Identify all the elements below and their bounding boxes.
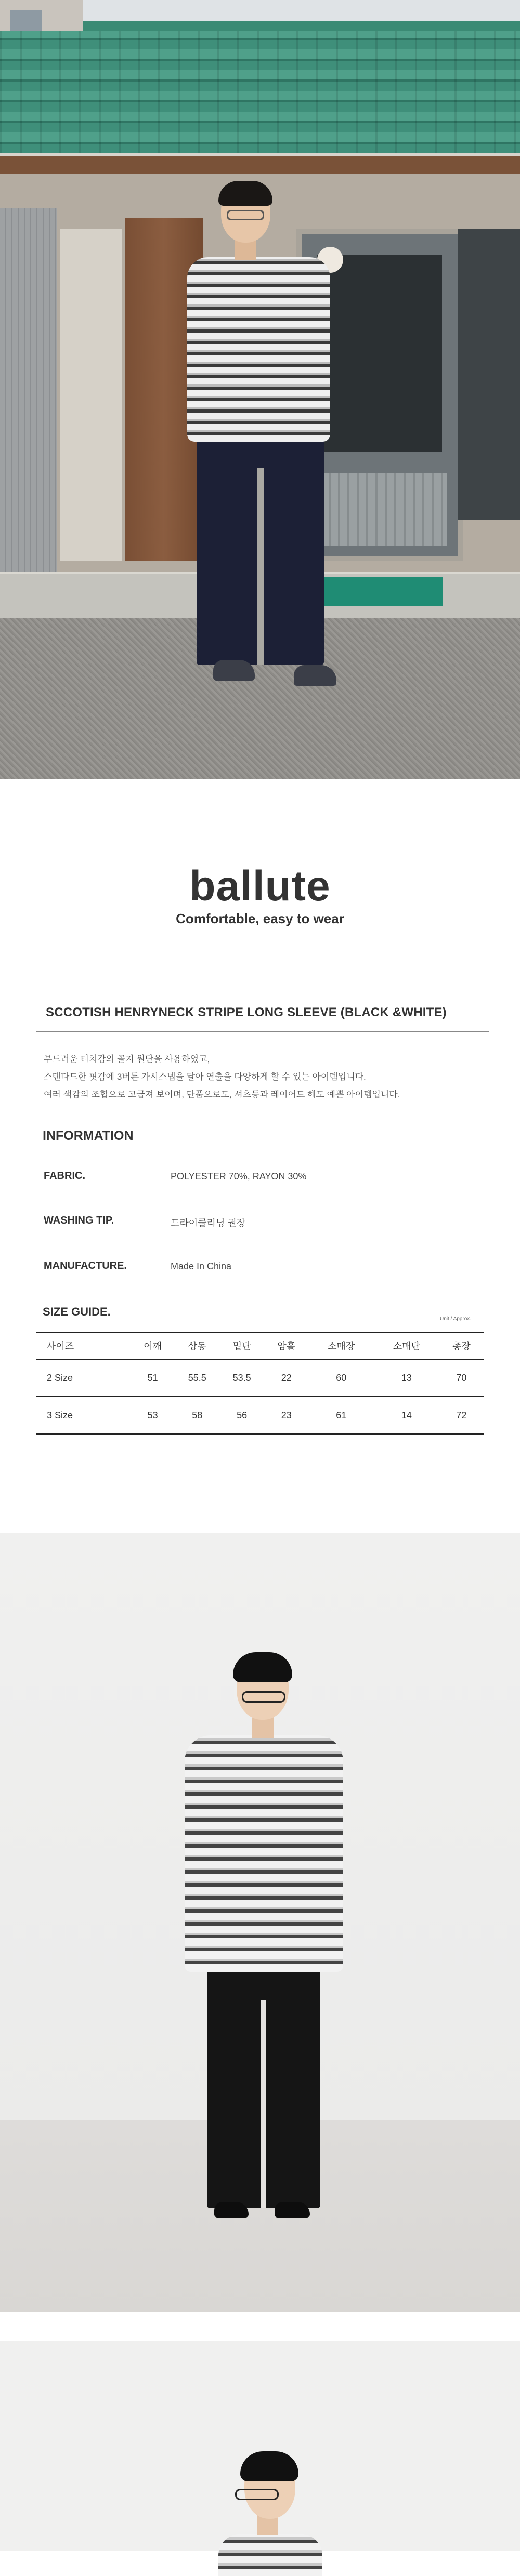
table-cell: 72 bbox=[439, 1397, 484, 1434]
brand-logo: ballute bbox=[189, 862, 331, 910]
table-cell: 22 bbox=[264, 1359, 308, 1397]
glasses-icon bbox=[235, 2489, 279, 2500]
column-header: 소매장 bbox=[308, 1332, 374, 1359]
column-header: 상동 bbox=[175, 1332, 219, 1359]
glasses-icon bbox=[242, 1691, 285, 1703]
shop-door-lower-panel bbox=[312, 473, 447, 546]
table-row bbox=[36, 1359, 484, 1397]
tiled-roof bbox=[0, 31, 520, 153]
table-header-row bbox=[36, 1332, 484, 1359]
trouser-gap bbox=[257, 468, 264, 665]
spec-value: POLYESTER 70%, RAYON 30% bbox=[171, 1171, 307, 1181]
table-cell: 58 bbox=[175, 1397, 219, 1434]
column-header: 사이즈 bbox=[36, 1332, 131, 1359]
side-window bbox=[458, 229, 520, 520]
model-neck bbox=[252, 1717, 274, 1738]
brand-tagline: Comfortable, easy to wear bbox=[176, 911, 344, 926]
table-cell: 13 bbox=[374, 1359, 439, 1397]
table-row bbox=[36, 1397, 484, 1434]
column-header: 총장 bbox=[439, 1332, 484, 1359]
model-hair bbox=[233, 1652, 292, 1682]
table-cell: 53.5 bbox=[219, 1359, 264, 1397]
table-cell: 56 bbox=[219, 1397, 264, 1434]
model-striped-shirt bbox=[185, 1735, 343, 1972]
table-cell: 53 bbox=[131, 1397, 175, 1434]
information-heading: INFORMATION bbox=[43, 1128, 134, 1143]
column-header: 밑단 bbox=[219, 1332, 264, 1359]
model-striped-shirt bbox=[187, 257, 330, 442]
table-cell: 70 bbox=[439, 1359, 484, 1397]
shutter-door bbox=[0, 208, 57, 587]
column-header: 어깨 bbox=[131, 1332, 175, 1359]
shop-window bbox=[317, 255, 442, 452]
table-cell: 61 bbox=[308, 1397, 374, 1434]
product-title: SCCOTISH HENRYNECK STRIPE LONG SLEEVE (BLACK &WHITE) bbox=[46, 1005, 447, 1019]
spec-key: WASHING TIP. bbox=[44, 1215, 114, 1226]
column-header: 암홀 bbox=[264, 1332, 308, 1359]
model-shoe-left bbox=[214, 2202, 249, 2218]
table-cell: 14 bbox=[374, 1397, 439, 1434]
description-line: 여러 색감의 조합으로 고급져 보이며, 단품으로도, 셔츠등과 레이어드 해도 예쁜 아이템입니다. bbox=[44, 1090, 400, 1099]
hero-photo bbox=[0, 0, 520, 779]
description-line: 부드러운 터치감의 골지 원단을 사용하였고, bbox=[44, 1054, 210, 1064]
size-table bbox=[36, 1332, 484, 1435]
model-shoe-right bbox=[275, 2202, 310, 2218]
spec-key: FABRIC. bbox=[44, 1170, 85, 1181]
model-striped-shirt bbox=[218, 2534, 322, 2576]
model-hair bbox=[240, 2451, 298, 2481]
door-mat bbox=[318, 577, 443, 606]
table-cell: 51 bbox=[131, 1359, 175, 1397]
model-shoe-right bbox=[294, 665, 336, 686]
model-hair bbox=[218, 181, 272, 206]
wall-panel bbox=[60, 229, 122, 561]
description-line: 스탠다드한 핏감에 3버튼 가시스넵을 달아 연출을 다양하게 할 수 있는 아이템입니다. bbox=[44, 1072, 366, 1082]
table-cell: 55.5 bbox=[175, 1359, 219, 1397]
column-header: 소매단 bbox=[374, 1332, 439, 1359]
table-cell: 23 bbox=[264, 1397, 308, 1434]
model-shoe-left bbox=[213, 660, 255, 681]
table-cell: 60 bbox=[308, 1359, 374, 1397]
table-cell: 3 Size bbox=[36, 1397, 131, 1434]
glasses-icon bbox=[227, 210, 264, 220]
spec-value: 드라이클리닝 권장 bbox=[171, 1218, 246, 1228]
table-cell: 2 Size bbox=[36, 1359, 131, 1397]
unit-note: Unit / Approx. bbox=[440, 1316, 472, 1322]
product-description bbox=[44, 1051, 491, 1104]
spec-value: Made In China bbox=[171, 1261, 232, 1271]
trouser-gap bbox=[261, 2000, 266, 2208]
spec-key: MANUFACTURE. bbox=[44, 1260, 127, 1271]
brand-block bbox=[0, 862, 520, 927]
title-divider bbox=[36, 1031, 489, 1032]
size-guide-heading: SIZE GUIDE. bbox=[43, 1305, 111, 1318]
